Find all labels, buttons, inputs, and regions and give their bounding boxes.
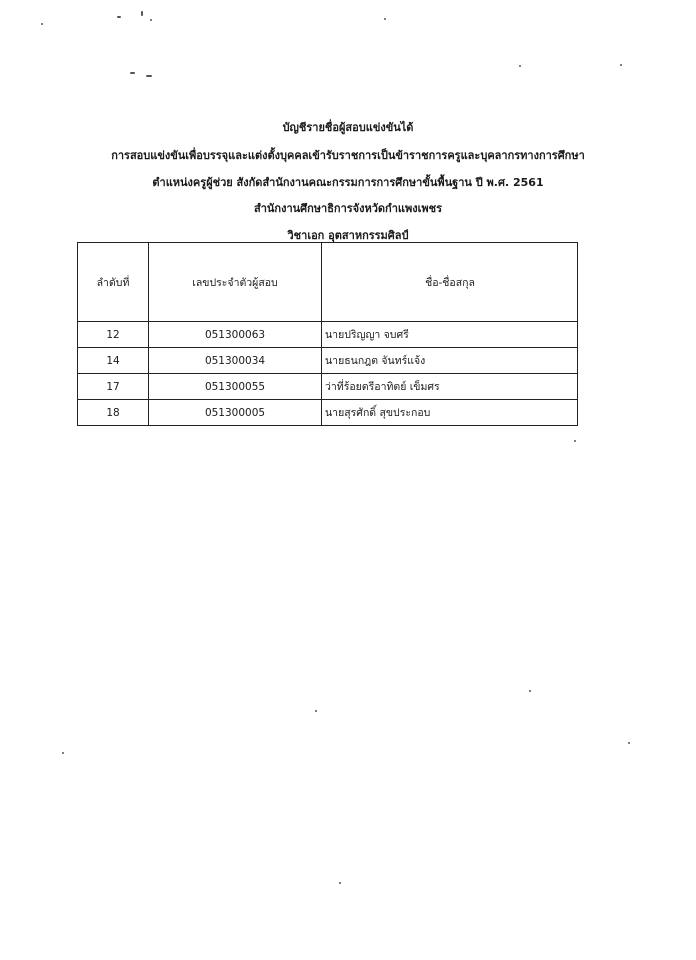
row-name: นายสุรศักดิ์ สุขประกอบ — [322, 400, 578, 426]
document-title: บัญชีรายชื่อผู้สอบแข่งขันได้ — [282, 121, 414, 134]
table-row — [78, 374, 578, 400]
table-row — [78, 348, 578, 374]
table-row — [78, 400, 578, 426]
scan-speck — [315, 710, 317, 712]
row-name: นายธนกฎต จันทร์แจ้ง — [322, 348, 578, 374]
results-table — [77, 242, 578, 426]
row-candidate-id: 051300034 — [149, 348, 322, 374]
scan-speck — [141, 11, 143, 16]
row-name: นายปริญญา จบศรี — [322, 322, 578, 348]
row-name: ว่าที่ร้อยตรีอาทิตย์ เข็มศร — [322, 374, 578, 400]
row-candidate-id: 051300063 — [149, 322, 322, 348]
scan-speck — [519, 65, 521, 67]
scan-speck — [384, 18, 386, 20]
scan-speck — [117, 16, 121, 18]
table-header-row — [78, 243, 578, 322]
position-line: ตำแหน่งครูผู้ช่วย สังกัดสำนักงานคณะกรรมการการศึกษาขั้นพื้นฐาน ปี พ.ศ. 2561 — [152, 176, 544, 189]
scan-speck — [529, 690, 531, 692]
header-candidate-id: เลขประจำตัวผู้สอบ — [149, 243, 322, 322]
document-subtitle: การสอบแข่งขันเพื่อบรรจุและแต่งตั้งบุคคลเข้ารับราชการเป็นข้าราชการครูและบุคลากรทางการศึกษา — [111, 149, 585, 162]
scan-speck — [41, 23, 43, 25]
scan-speck — [339, 882, 341, 884]
scan-speck — [628, 742, 630, 744]
row-candidate-id: 051300055 — [149, 374, 322, 400]
header-rank: ลำดับที่ — [78, 243, 149, 322]
scan-speck — [146, 75, 152, 77]
scan-speck — [150, 19, 152, 21]
row-rank: 17 — [78, 374, 149, 400]
scan-speck — [620, 64, 622, 66]
scan-speck — [62, 752, 64, 754]
row-rank: 12 — [78, 322, 149, 348]
subject-line: วิชาเอก อุตสาหกรรมศิลป์ — [287, 229, 409, 242]
row-rank: 14 — [78, 348, 149, 374]
row-rank: 18 — [78, 400, 149, 426]
scan-speck — [130, 72, 135, 74]
scan-speck — [574, 440, 576, 442]
header-name: ชื่อ-ชื่อสกุล — [322, 243, 578, 322]
office-name: สำนักงานศึกษาธิการจังหวัดกำแพงเพชร — [254, 202, 442, 215]
row-candidate-id: 051300005 — [149, 400, 322, 426]
table-row — [78, 322, 578, 348]
